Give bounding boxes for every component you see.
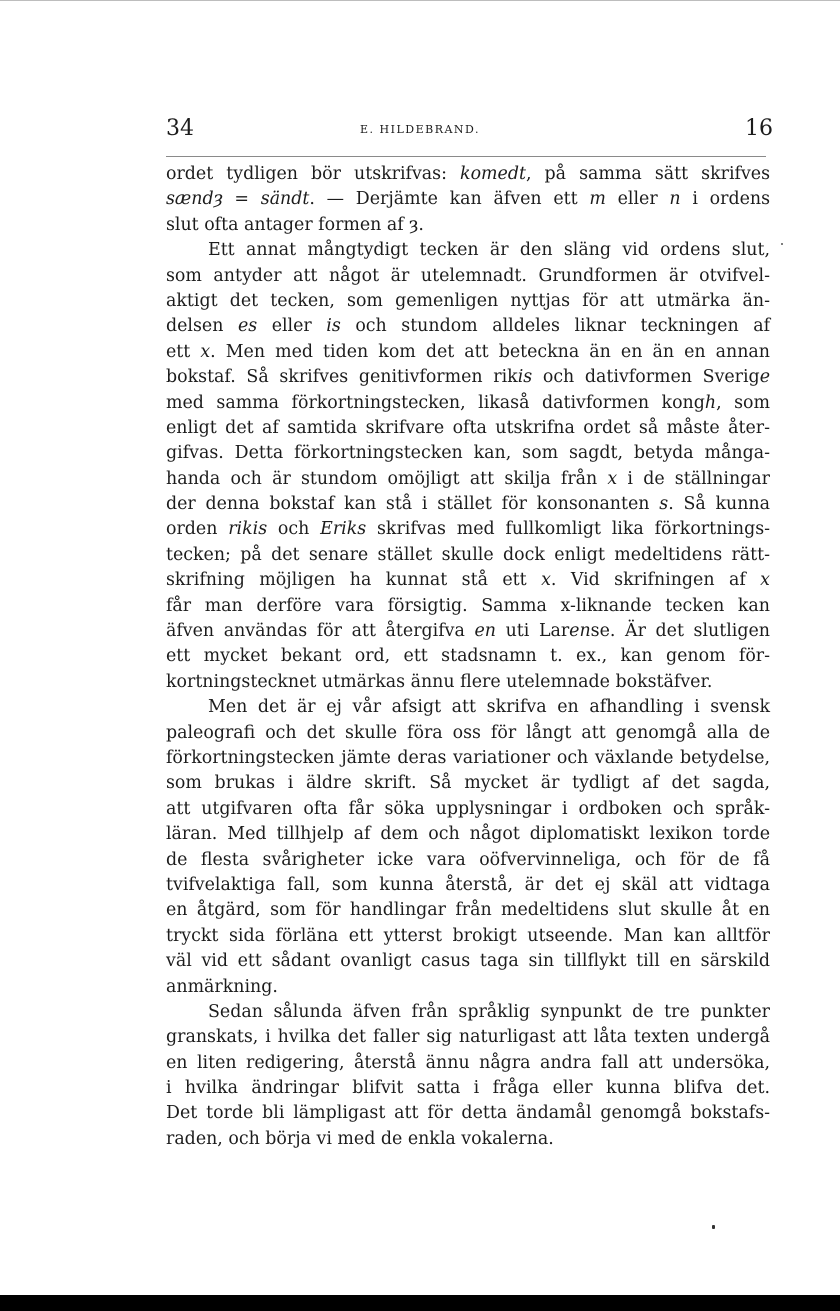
text-line: som brukas i äldre skrift. Så mycket är tydligt af det sagda, [166, 773, 770, 794]
italic-run: s [659, 494, 669, 515]
italic-run: h [704, 392, 717, 413]
text-line: förkortningstecken jämte deras variationer och växlande betydelse, [166, 747, 770, 768]
text-line: läran. Med tillhjelp af dem och något diplomatiskt lexikon torde [166, 824, 770, 845]
text-line: som antyder att något är utelemnadt. Grundformen är otvifvel- [166, 265, 770, 286]
italic-run: x [200, 341, 211, 362]
text-line: Det torde bli lämpligast att för detta ändamål genomgå bokstafs- [166, 1103, 770, 1124]
italic-run: sändt [260, 189, 310, 210]
italic-run: es [237, 316, 258, 337]
text-line: bokstaf. Så skrifves genitivformen rikis och dativformen Sverige [166, 367, 770, 388]
text-line: Men det är ej vår afsigt att skrifva en afhandling i svensk [208, 697, 770, 718]
text-line: väl vid ett sådant ovanligt casus taga sin tillflykt till en särskild [166, 951, 770, 972]
italic-run: x [607, 468, 618, 489]
scan-bottom-edge [0, 1295, 840, 1311]
italic-run: is [517, 367, 533, 388]
text-line: i hvilka ändringar blifvit satta i fråga eller kunna blifva det. [166, 1078, 770, 1099]
text-line: gifvas. Detta förkortningstecken kan, som sagdt, betyda många- [166, 443, 770, 464]
text-line: raden, och börja vi med de enkla vokalerna. [166, 1128, 554, 1149]
text-line: en åtgärd, som för handlingar från medeltidens slut skulle åt en [166, 900, 770, 921]
text-line: Sedan sålunda äfven från språklig synpunkt de tre punkter [208, 1001, 770, 1022]
italic-run: x [541, 570, 551, 591]
italic-run: is [326, 316, 341, 337]
text-line: der denna bokstaf kan stå i stället för konsonanten s. Så kunna [166, 494, 771, 515]
italic-run: en [569, 621, 591, 642]
text-line: anmärkning. [166, 976, 278, 997]
scan-top-edge [0, 0, 840, 1]
header-rule [166, 156, 766, 157]
text-line: med samma förkortningstecken, likaså dativformen kongh, som [166, 392, 770, 413]
text-line: enligt det af samtida skrifvare ofta utskrifna ordet så måste åter- [166, 417, 770, 438]
text-line: handa och är stundom omöjligt att skilja från x i de ställningar [166, 468, 770, 489]
text-line: tvifvelaktiga fall, som kunna återstå, är det ej skäl att vidtaga [166, 874, 770, 895]
text-line: att utgifvaren ofta får söka upplysningar i ordboken och språk- [166, 798, 770, 819]
body-text [166, 162, 770, 1152]
italic-run: en [474, 621, 496, 642]
italic-run: Eriks [320, 519, 367, 540]
page-number-left: 34 [166, 116, 194, 141]
text-line: en liten redigering, återstå ännu några andra fall att undersöka, [166, 1052, 770, 1073]
text-line: paleografi och det skulle föra oss för långt att genomgå alla de [166, 722, 770, 743]
text-line: ett mycket bekant ord, ett stadsnamn t. ex., kan genom för- [166, 646, 770, 667]
running-head: E. HILDEBRAND. [360, 123, 480, 136]
text-line: slut ofta antager formen af ȝ. [166, 214, 424, 235]
page-number-right: 16 [745, 116, 773, 141]
text-line: ett x. Men med tiden kom det att beteckna än en än en annan [166, 341, 770, 362]
ink-speck [781, 243, 783, 245]
italic-run: rikis [228, 519, 268, 540]
text-line: får man derföre vara försigtig. Samma x-liknande tecken kan [166, 595, 770, 616]
text-line: granskats, i hvilka det faller sig naturligast att låta texten undergå [166, 1027, 770, 1048]
italic-run: m [589, 189, 606, 210]
italic-run: x [760, 570, 770, 591]
text-line: ordet tydligen bör utskrifvas: komedt, på samma sätt skrifves [166, 164, 770, 184]
italic-run: sændȝ [166, 189, 223, 210]
text-line: skrifning möjligen ha kunnat stå ett x. Vid skrifningen af x [166, 570, 770, 591]
italic-run: n [669, 189, 681, 210]
text-line: sændȝ = sändt. — Derjämte kan äfven ett m eller n i ordens [166, 189, 770, 210]
text-line: kortningstecknet utmärkas ännu flere utelemnade bokstäfver. [166, 671, 713, 692]
text-line: delsen es eller is och stundom alldeles liknar teckningen af [166, 316, 771, 337]
text-line: orden rikis och Eriks skrifvas med fullkomligt lika förkortnings- [166, 519, 771, 540]
italic-run: e [759, 367, 770, 388]
italic-run: komedt [460, 164, 526, 184]
ink-speck [712, 1225, 715, 1229]
text-line: Ett annat mångtydigt tecken är den släng vid ordens slut, [208, 240, 770, 261]
text-line: de flesta svårigheter icke vara oöfvervinneliga, och för de få [166, 849, 770, 870]
text-line: äfven användas för att återgifva en uti Larense. Är det slutligen [166, 621, 770, 642]
text-line: tryckt sida förläna ett ytterst brokigt utseende. Man kan alltför [166, 925, 770, 946]
text-line: tecken; på det senare stället skulle dock enligt medeltidens rätt- [166, 544, 770, 565]
text-line: aktigt det tecken, som gemenligen nyttjas för att utmärka än- [166, 290, 770, 311]
